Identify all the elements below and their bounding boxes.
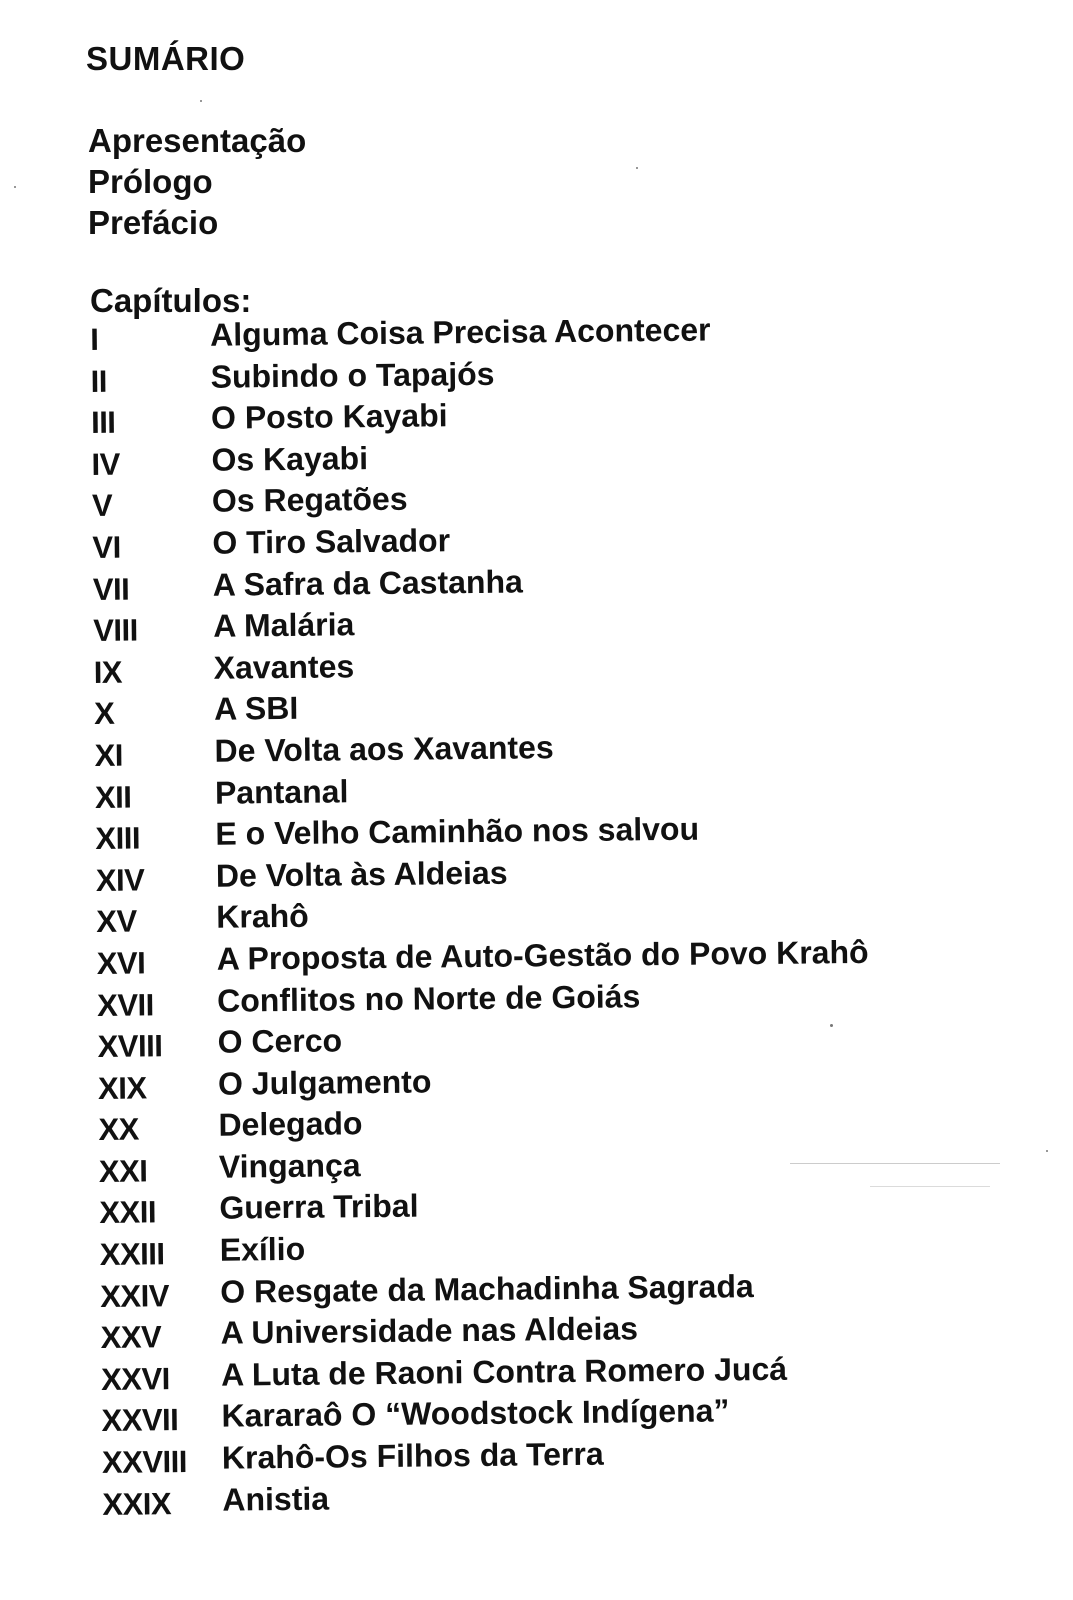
- chapter-number: XII: [94, 779, 132, 815]
- scan-artifact-line: [790, 1163, 1000, 1164]
- chapter-number: I: [90, 321, 99, 357]
- chapter-number: XI: [94, 737, 124, 773]
- chapter-number: XVI: [96, 945, 146, 981]
- chapter-number: X: [93, 696, 115, 732]
- chapter-number: IX: [93, 654, 123, 690]
- chapter-number: XXI: [98, 1153, 148, 1189]
- chapter-number: XIX: [97, 1070, 147, 1106]
- chapter-title: Pantanal: [214, 772, 349, 811]
- chapter-title: O Cerco: [217, 1022, 343, 1060]
- chapter-number: VII: [92, 571, 130, 607]
- chapters-heading: Capítulos:: [90, 282, 252, 319]
- chapter-title: Subindo o Tapajós: [210, 355, 495, 395]
- chapter-title: Guerra Tribal: [219, 1188, 419, 1227]
- chapter-number: XXIV: [100, 1277, 170, 1314]
- chapter-number: XXII: [99, 1194, 157, 1231]
- chapter-title: Exílio: [219, 1230, 306, 1268]
- front-matter-item: Prefácio: [88, 204, 219, 241]
- scan-artifact-dot: [14, 186, 16, 188]
- chapter-number: XIII: [95, 820, 141, 857]
- chapter-number: VIII: [93, 612, 138, 649]
- front-matter-item: Apresentação: [88, 122, 307, 159]
- chapter-number: XVIII: [97, 1028, 163, 1065]
- chapter-title: O Resgate da Machadinha Sagrada: [220, 1267, 754, 1310]
- front-matter-list: [88, 120, 306, 243]
- chapter-title: De Volta aos Xavantes: [214, 729, 554, 769]
- chapter-number: XXV: [100, 1319, 162, 1356]
- chapter-number: XIV: [95, 862, 145, 898]
- chapter-number: XX: [98, 1111, 140, 1148]
- chapter-number: VI: [92, 529, 121, 565]
- chapter-title: Krahô-Os Filhos da Terra: [221, 1435, 604, 1476]
- chapter-number: XXVII: [101, 1402, 179, 1439]
- chapter-number: XV: [96, 903, 137, 940]
- chapter-title: Xavantes: [213, 648, 355, 686]
- page-title: SUMÁRIO: [86, 40, 246, 77]
- chapter-title: A SBI: [213, 690, 299, 728]
- chapter-number: III: [90, 404, 116, 441]
- chapter-title: Os Regatões: [211, 481, 408, 520]
- chapter-number: XXIX: [102, 1485, 172, 1522]
- scan-artifact-line: [870, 1186, 990, 1187]
- chapter-title: A Universidade nas Aldeias: [220, 1310, 639, 1351]
- chapter-title: Krahô: [216, 898, 309, 936]
- chapter-title: E o Velho Caminhão nos salvou: [215, 810, 700, 852]
- chapter-title: O Julgamento: [217, 1063, 432, 1102]
- chapter-number: XXIII: [99, 1236, 165, 1273]
- chapter-title: A Malária: [213, 606, 355, 644]
- chapter-title: O Tiro Salvador: [212, 522, 451, 561]
- chapter-number: XXVI: [100, 1361, 170, 1397]
- chapter-number: II: [90, 363, 108, 399]
- chapter-number: XVII: [97, 986, 154, 1023]
- chapter-number: V: [91, 488, 113, 524]
- chapter-title: A Luta de Raoni Contra Romero Jucá: [220, 1350, 788, 1393]
- chapter-row: [102, 1473, 1002, 1524]
- scan-artifact-dot: [1046, 1150, 1048, 1152]
- front-matter-item: Prólogo: [88, 163, 213, 200]
- scan-artifact-dot: [200, 100, 202, 102]
- chapter-title: Alguma Coisa Precisa Acontecer: [209, 311, 711, 353]
- chapter-title: Kararaô O “Woodstock Indígena”: [221, 1392, 730, 1435]
- chapter-title: De Volta às Aldeias: [215, 854, 508, 894]
- chapter-title: O Posto Kayabi: [210, 397, 448, 436]
- chapter-list: [90, 309, 1003, 1525]
- chapter-number: IV: [91, 446, 121, 482]
- chapter-title: Vingança: [218, 1147, 361, 1185]
- scan-artifact-dot: [636, 167, 638, 169]
- chapter-title: A Safra da Castanha: [212, 563, 523, 603]
- chapter-title: Os Kayabi: [211, 439, 369, 478]
- chapter-title: A Proposta de Auto-Gestão do Povo Krahô: [216, 933, 869, 977]
- chapter-number: XXVIII: [101, 1444, 188, 1480]
- chapter-title: Conflitos no Norte de Goiás: [216, 977, 641, 1019]
- chapter-title: Delegado: [218, 1105, 363, 1143]
- scan-artifact-dot: [830, 1024, 833, 1027]
- chapter-title: Anistia: [222, 1480, 330, 1518]
